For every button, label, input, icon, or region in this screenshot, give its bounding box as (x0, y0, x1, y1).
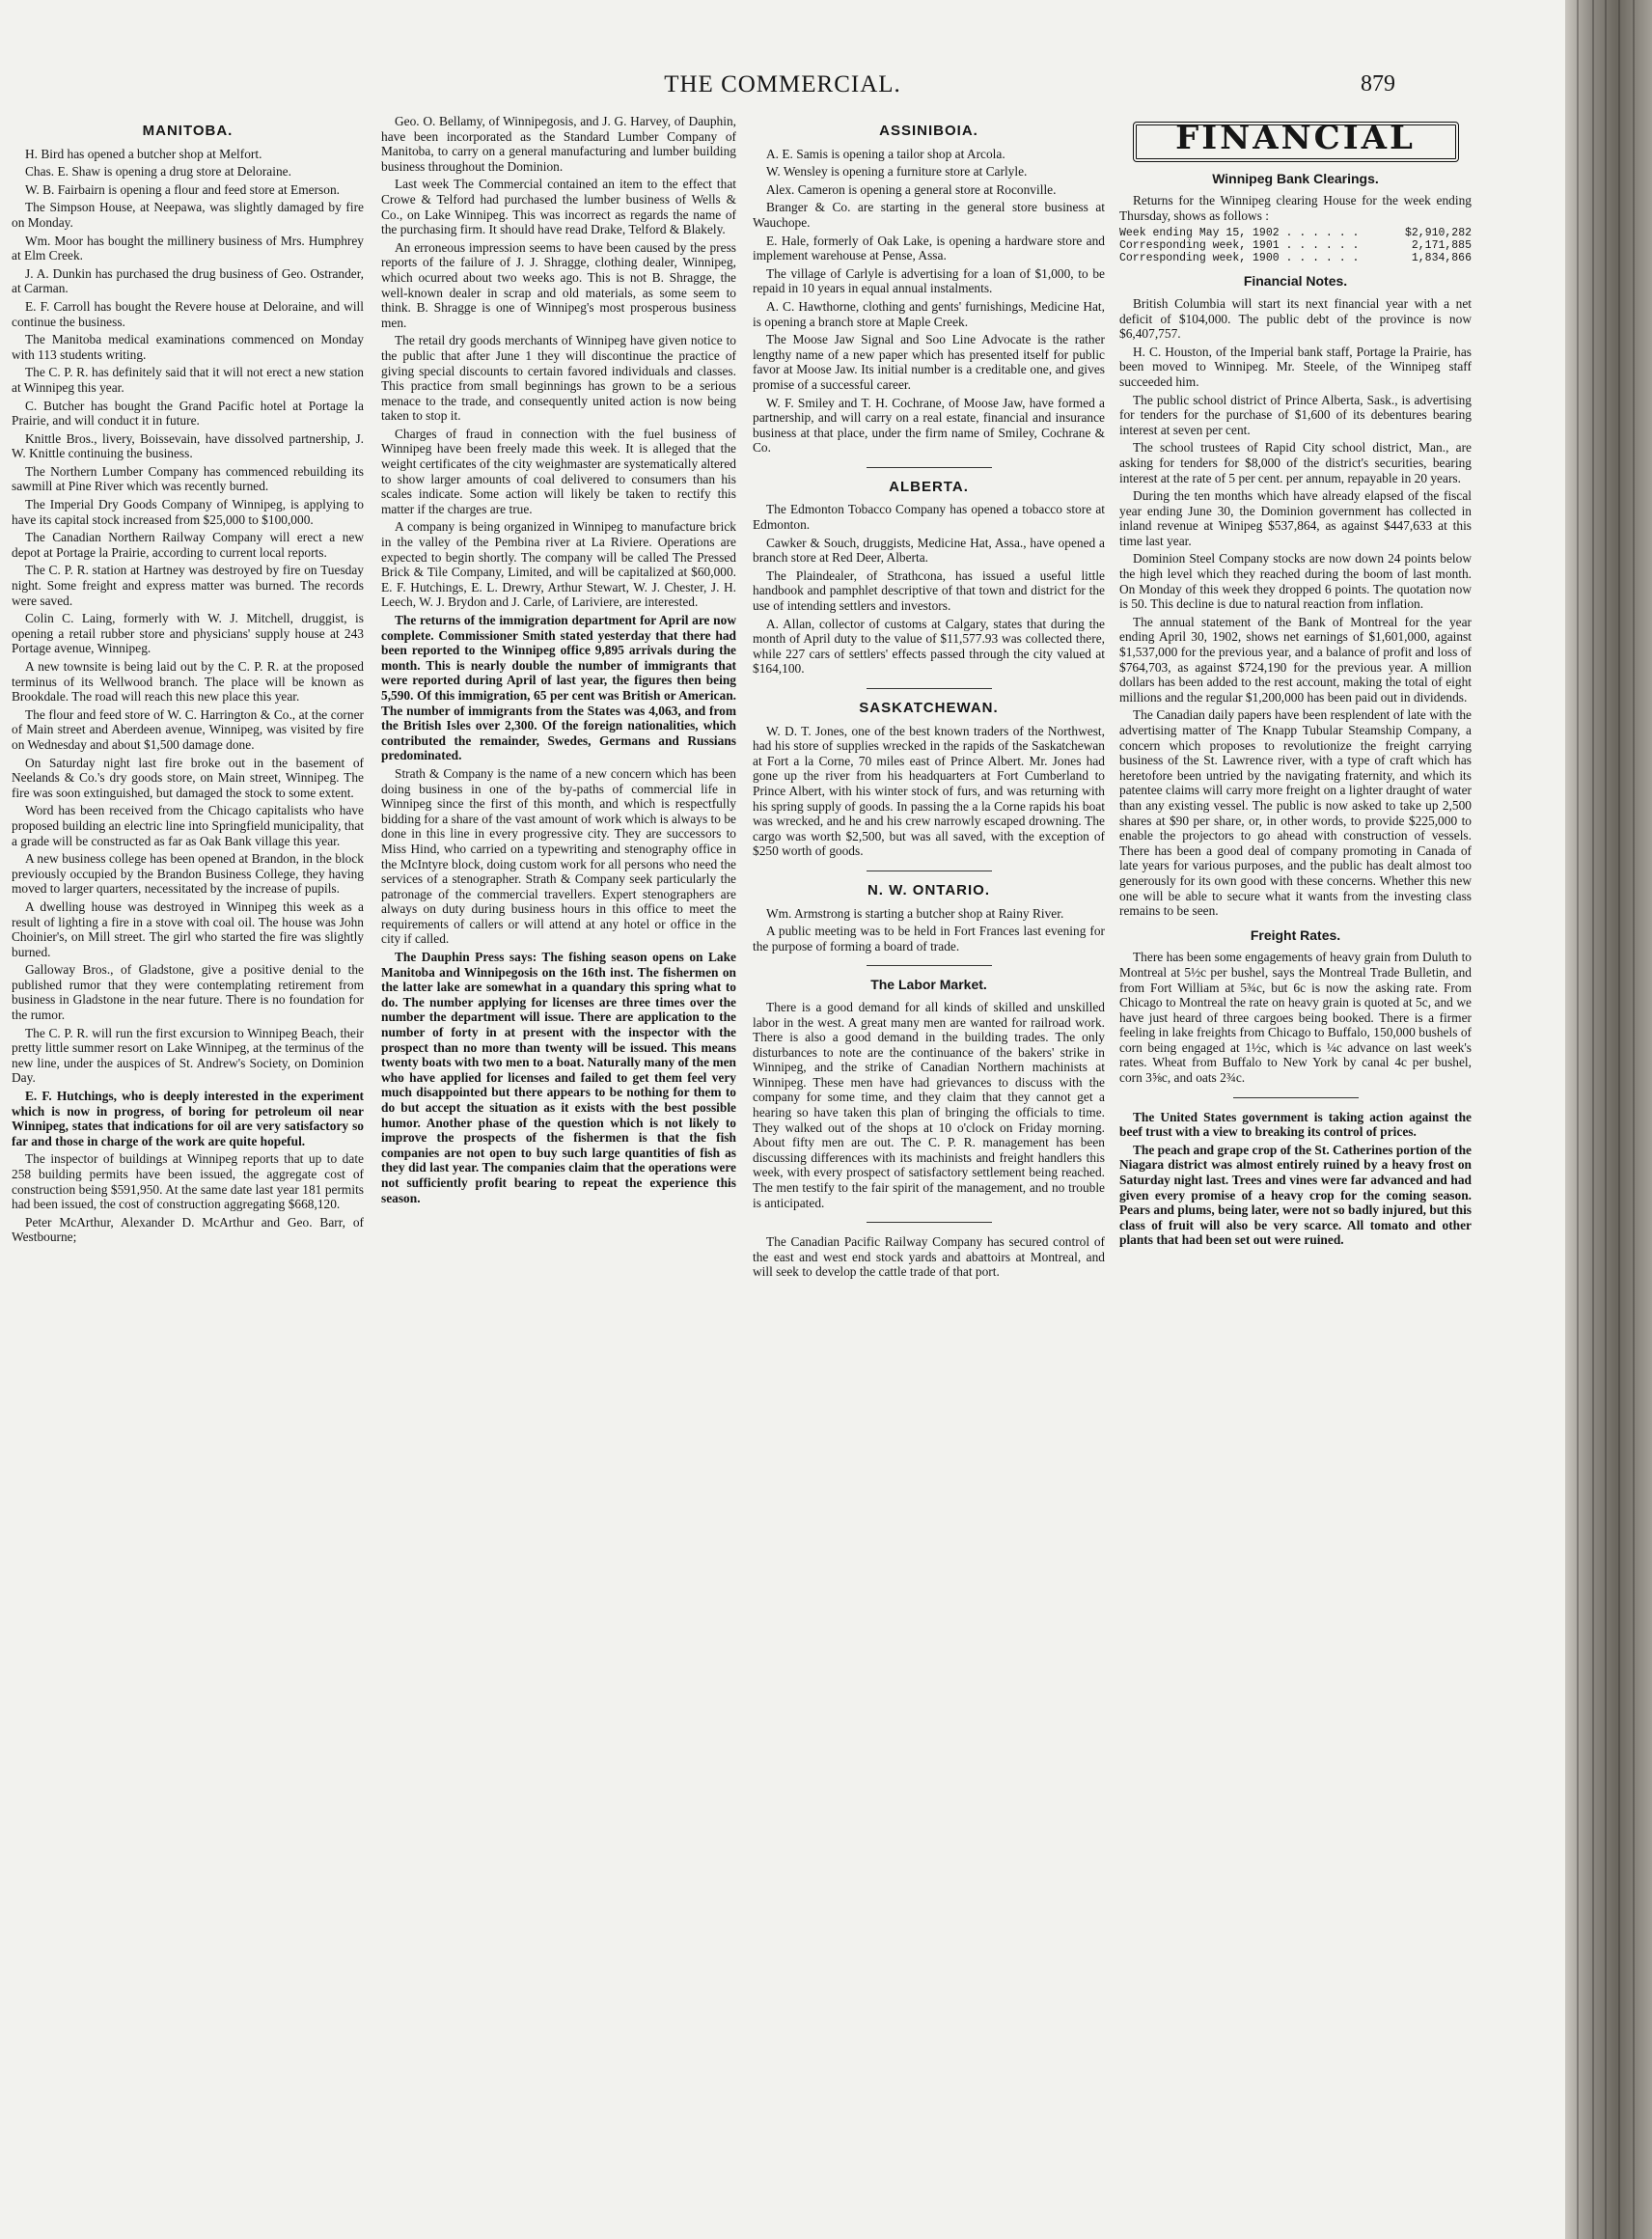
article-paragraph: E. Hale, formerly of Oak Lake, is opening a hardware store and implement warehouse at Pense, Assa. (753, 233, 1105, 263)
article-paragraph: Colin C. Laing, formerly with W. J. Mitchell, druggist, is opening a retail rubber store and physicians' supply house at 243 Portage avenue, Winnipeg. (12, 611, 364, 656)
clearings-label: Week ending May 15, 1902 . . . . . . (1119, 227, 1360, 240)
clearings-table (1119, 227, 1472, 264)
manitoba-paragraphs (12, 147, 364, 1245)
article-paragraph: The C. P. R. has definitely said that it will not erect a new station at Winnipeg this year. (12, 365, 364, 395)
article-paragraph: C. Butcher has bought the Grand Pacific hotel at Portage la Prairie, and will conduct it in future. (12, 398, 364, 428)
clearings-intro: Returns for the Winnipeg clearing House for the week ending Thursday, shows as follows : (1119, 193, 1472, 223)
article-paragraph: W. Wensley is opening a furniture store at Carlyle. (766, 164, 1028, 180)
article-paragraph: E. F. Hutchings, who is deeply interested in the experiment which is now in progress, of boring for petroleum oil near Winnipeg, states that indications for oil are very satisfactory so far and those in charge of the work are quite hopeful. (12, 1089, 364, 1148)
article-paragraph: A. Allan, collector of customs at Calgary, states that during the month of April duty to the value of $11,577.93 was collected there, while 227 cars of settlers' effects passed through the city valued at $164,100. (753, 616, 1105, 677)
clearings-amount: 1,834,866 (1411, 252, 1472, 265)
article-paragraph: The Northern Lumber Company has commenced rebuilding its sawmill at Pine River which was recently burned. (12, 463, 364, 494)
clearings-amount: 2,171,885 (1411, 239, 1472, 253)
section-heading-manitoba: MANITOBA. (142, 123, 234, 139)
financial-banner (1133, 119, 1459, 162)
column-two-paragraphs (381, 114, 736, 1205)
article-paragraph: W. D. T. Jones, one of the best known traders of the Northwest, had his store of supplies wrecked in the rapids of the Saskatchewan at Fort a la Corne, 70 miles east of Prince Albert. Mr. Jones had gone up the river from his headquarters at Fort Cumberland to Prince Albert, with his winter stock of furs, and was returning with his spring supply of goods. In passing the a la Corne rapids his boat was wrecked, and he and his crew narrowly escaped drowning. The cargo was worth $2,500, but was all saved, with the exception of $250 worth of goods. (753, 723, 1105, 859)
financial-notes (1119, 296, 1472, 919)
article-paragraph: A. E. Samis is opening a tailor shop at Arcola. (766, 146, 1005, 161)
article-paragraph: The Simpson House, at Neepawa, was slightly damaged by fire on Monday. (12, 200, 364, 230)
province-sections (753, 124, 1105, 1280)
article-paragraph: Peter McArthur, Alexander D. McArthur and Geo. Barr, of Westbourne; (12, 1214, 364, 1245)
article-paragraph: The Plaindealer, of Strathcona, has issued a useful little handbook and pamphlet descriptive of that town and district for the use of intending settlers and investors. (753, 567, 1105, 614)
article-paragraph: On Saturday night last fire broke out in the basement of Neelands & Co.'s dry goods store, on Main street, Winnipeg. The fire was soon extinguished, but damaged the stock to some extent. (12, 755, 364, 800)
article-paragraph: The United States government is taking action against the beef trust with a view to breaking its control of prices. (1119, 1109, 1472, 1140)
clearings-row (1119, 227, 1472, 239)
section-heading: ALBERTA. (889, 478, 969, 495)
article-paragraph: Strath & Company is the name of a new concern which has been doing business in one of the by-paths of commercial life in Winnipeg since the first of this month, and which is respectfully bidding for a share of the vast amount of work which is always to be done in this line in every progressive city. They are successors to Miss Hind, who carried on a typewriting and stenography office in the McIntyre block, doing custom work for all persons who need the services of a stenographer. Strath & Company seek particularly the patronage of the commercial travellers. Expert stenographers are always on duty during business hours in this office to meet the requirements of callers or will attend at any hotel or office in the city if called. (381, 765, 736, 947)
article-paragraph: The Canadian Northern Railway Company will erect a new depot at Portage la Prairie, according to current local reports. (12, 530, 364, 560)
clearings-label: Corresponding week, 1900 . . . . . . (1119, 252, 1360, 265)
article-paragraph: The Canadian Pacific Railway Company has secured control of the east and west end stock yards and abattoirs at Montreal, and will seek to develop the cattle trade of that port. (753, 1234, 1105, 1280)
article-paragraph: A public meeting was to be held in Fort Frances last evening for the purpose of forming a board of trade. (753, 924, 1105, 954)
clearings-row (1119, 239, 1472, 252)
page-number: 879 (1361, 71, 1395, 97)
article-paragraph: Charges of fraud in connection with the fuel business of Winnipeg have been freely made this week. It is alleged that the weight certificates of the city weighmaster are systematically altered to show larger amounts of coal delivered to consumers than his scales indicate. Some action will likely be taken to rectify this matter if the charges are true. (381, 426, 736, 516)
article-paragraph: During the ten months which have already elapsed of the fiscal year ending June 30, the Dominion government has collected in inland revenue at Winipeg $537,864, as against $447,633 at this time last year. (1119, 488, 1472, 548)
column-two (381, 114, 736, 2223)
article-paragraph: The returns of the immigration department for April are now complete. Commissioner Smith stated yesterday that there had been reported to the Winnipeg office 9,895 arrivals during the month. This is nearly double the number of immigrants that were reported during April of last year, the figures then being 5,590. Of this immigration, 65 per cent was British or American. The number of immigrants from the States was 4,063, and from the British Isles over 2,300. Of the foreign nationalities, which contributed the remainder, Swedes, Germans and Russians predominated. (381, 613, 736, 763)
freight-rates-heading: Freight Rates. (1250, 926, 1341, 943)
article-paragraph: The Edmonton Tobacco Company has opened a tobacco store at Edmonton. (753, 502, 1105, 533)
article-paragraph: There has been some engagements of heavy grain from Duluth to Montreal at 5½c per bushel, says the Montreal Trade Bulletin, and from Fort William at 5¾c, but 6c is now the asking rate. From Chicago to Montreal the rate on heavy grain is quoted at 5c, and we have just heard of three cargoes being booked. There is a firmer feeling in lake freights from Chicago to Buffalo, 150,000 bushels of corn being engaged at 1½c, which is ¼c advance on last week's rates. Wheat from Buffalo to New York by canal 4c per bushel, corn 3⅝c, and oats 2¾c. (1119, 950, 1472, 1086)
column-provinces (753, 114, 1105, 2223)
article-paragraph: Wm. Moor has bought the millinery business of Mrs. Humphrey at Elm Creek. (12, 233, 364, 263)
section-divider (867, 1222, 992, 1223)
article-paragraph: The school trustees of Rapid City school district, Man., are asking for tenders for $8,000 of the district's securities, bearing interest at the rate of 5 per cent. per annum, repayable in 20 years. (1119, 440, 1472, 485)
financial-banner-text: FINANCIAL (1175, 119, 1416, 157)
clearings-amount: $2,910,282 (1404, 227, 1472, 240)
clearings-label: Corresponding week, 1901 . . . . . . (1119, 239, 1360, 253)
article-paragraph: Geo. O. Bellamy, of Winnipegosis, and J. G. Harvey, of Dauphin, have been incorporated as the Standard Lumber Company of Manitoba, to carry on a general manufacturing and lumber building business throughout the Dominion. (381, 114, 736, 174)
column-manitoba (12, 114, 364, 2223)
article-paragraph: Last week The Commercial contained an item to the effect that Crowe & Telford had purchased the lumber business of Wells & Co., on Lake Winnipeg. This was incorrect as regards the name of the purchasing firm. It should have read Drake, Telford & Blakely. (381, 177, 736, 237)
closing-items (1119, 1110, 1472, 1248)
section-heading: N. W. ONTARIO. (867, 881, 991, 898)
article-paragraph: W. F. Smiley and T. H. Cochrane, of Moose Jaw, have formed a partnership, and will carry on a real estate, financial and insurance business at that place, under the firm name of Smiley, Cochrane & Co. (753, 395, 1105, 456)
section-heading: ASSINIBOIA. (879, 123, 978, 139)
article-paragraph: A dwelling house was destroyed in Winnipeg this week as a result of lighting a fire in a stove with coal oil. The house was John Choinier's, on Mill street. The girl who started the fire was slightly burned. (12, 898, 364, 959)
article-paragraph: The C. P. R. will run the first excursion to Winnipeg Beach, their pretty little summer resort on Lake Winnipeg, at the terminus of the new line, under the auspices of St. Andrew's Society, on Dominion Day. (12, 1025, 364, 1086)
section-heading: The Labor Market. (870, 977, 987, 993)
article-paragraph: The Imperial Dry Goods Company of Winnipeg, is applying to have its capital stock increased from $25,000 to $100,000. (12, 497, 364, 527)
article-paragraph: The Manitoba medical examinations commenced on Monday with 113 students writing. (12, 332, 364, 362)
section-heading: SASKATCHEWAN. (859, 700, 999, 716)
article-paragraph: Alex. Cameron is opening a general store at Roconville. (766, 181, 1057, 197)
financial-notes-heading: Financial Notes. (1243, 273, 1348, 290)
article-paragraph: The Moose Jaw Signal and Soo Line Advocate is the rather lengthy name of a new paper which has presented itself for public favor at Moose Jaw. Its initial number is a creditable one, and gives promise of a successful career. (753, 332, 1105, 392)
article-paragraph: Galloway Bros., of Gladstone, give a positive denial to the published rumor that they were contemplating retirement from business in Gladstone in the near future. There is no foundation for the rumor. (12, 962, 364, 1023)
clearings-row (1119, 252, 1472, 264)
article-paragraph: The village of Carlyle is advertising for a loan of $1,000, to be repaid in 10 years in equal annual instalments. (753, 265, 1105, 296)
article-paragraph: Knittle Bros., livery, Boissevain, have dissolved partnership, J. W. Knittle continuing the business. (12, 430, 364, 461)
article-paragraph: The peach and grape crop of the St. Catherines portion of the Niagara district was almost entirely ruined by a heavy frost on Saturday night last. Trees and vines were far advanced and had given every promise of a heavy crop for the coming season. Pears and plums, being later, were not so badly injured, but this class of fruit will also be very scarce. All tomato and other plants that had been set out were ruined. (1119, 1142, 1472, 1248)
article-paragraph: A company is being organized in Winnipeg to manufacture brick in the valley of the Pembina river at La Riviere. Operations are expected to begin shortly. The company will be called The Pressed Brick & Tile Company, Limited, and will be capitalized at $60,000. E. F. Hutchings, E. L. Drewry, Arthur Stewart, W. J. Chester, J. H. Leech, W. J. Brydon and J. Carle, of Lariviere, are interested. (381, 519, 736, 610)
freight-rates (1119, 950, 1472, 1085)
article-paragraph: The flour and feed store of W. C. Harrington & Co., at the corner of Main street and Aberdeen avenue, Winnipeg, was visited by fire on Wednesday and about $1,500 damage done. (12, 706, 364, 752)
article-paragraph: Cawker & Souch, druggists, Medicine Hat, Assa., have opened a branch store at Red Deer, Alberta. (753, 535, 1105, 566)
article-paragraph: Wm. Armstrong is starting a butcher shop at Rainy River. (766, 905, 1064, 921)
article-paragraph: E. F. Carroll has bought the Revere house at Deloraine, and will continue the business. (12, 298, 364, 329)
article-paragraph: W. B. Fairbairn is opening a flour and feed store at Emerson. (25, 181, 341, 197)
column-financial (1119, 114, 1472, 2223)
article-paragraph: Branger & Co. are starting in the general store business at Wauchope. (753, 200, 1105, 230)
article-paragraph: The C. P. R. station at Hartney was destroyed by fire on Tuesday night. Some freight and express matter was burned. The records were saved. (12, 563, 364, 608)
article-paragraph: J. A. Dunkin has purchased the drug business of Geo. Ostrander, at Carman. (12, 265, 364, 296)
divider (1233, 1097, 1359, 1098)
article-paragraph: The annual statement of the Bank of Montreal for the year ending April 30, 1902, shows net earnings of $1,601,000, against $1,537,000 for the previous year, and a balance of profit and loss of $764,703, as against $724,190 for the previous year. A million dollars has been added to the rest account, making the total of eight millions and the regular $1,200,000 has been paid out in dividends. (1119, 614, 1472, 705)
article-paragraph: The Canadian daily papers have been resplendent of late with the advertising matter of The Knapp Tubular Steamship Company, a concern which proposes to revolutionize the freight carrying business of the St. Lawrence river, with a type of craft which has heretofore been untried by the navigating fraternity, and which its patentee claims will carry more freight on a lighter draught of water than any existing vessel. The public is now asked to take up 2,500 shares at $90 per share, or, in other words, to provide $225,000 to enable the projectors to go ahead with construction of vessels. There has been a good deal of company promoting in Canada of late years for various purposes, and the public has dealt almost too generously for its own good with these concerns. Whether this new one will be able to secure what it wants from the investing class remains to be seen. (1119, 707, 1472, 919)
article-paragraph: H. Bird has opened a butcher shop at Melfort. (25, 146, 262, 161)
section-divider (867, 688, 992, 689)
page-binding-edge (1565, 0, 1652, 2239)
article-paragraph: A new townsite is being laid out by the C. P. R. at the proposed terminus of its Wellwood branch. The place will be known as Brookdale. The road will reach this new place this year. (12, 659, 364, 705)
article-paragraph: Word has been received from the Chicago capitalists who have proposed building an electric line into Springfield municipality, that a grade will be constructed as far as Oak Bank village this year. (12, 803, 364, 848)
running-title: THE COMMERCIAL. (664, 71, 901, 97)
article-paragraph: An erroneous impression seems to have been caused by the press reports of the failure of J. J. Shragge, clothing dealer, Winnipeg, which ocurred about two weeks ago. This is not B. Shragge, the well-known dealer in scrap and old materials, as some seem to think. B. Shragge is one of Winnipeg's most prosperous business men. (381, 239, 736, 330)
article-paragraph: The inspector of buildings at Winnipeg reports that up to date 258 building permits have been issued, the aggregate cost of construction being $591,950. At the same date last year 181 permits had been issued, the cost of construction aggregating $668,120. (12, 1151, 364, 1212)
article-paragraph: British Columbia will start its next financial year with a net deficit of $104,000. The public debt of the province is now $6,407,757. (1119, 295, 1472, 342)
article-paragraph: The retail dry goods merchants of Winnipeg have given notice to the public that after June 1 they will discontinue the practice of giving special discounts to certain favored individuals and classes. This practice from small beginnings has grown to be a serious menace to the trade, and consequently united action is now being taken to stop it. (381, 333, 736, 424)
clearings-heading: Winnipeg Bank Clearings. (1212, 170, 1379, 186)
section-divider (867, 965, 992, 966)
article-paragraph: There is a good demand for all kinds of skilled and unskilled labor in the west. A great many men are wanted for railroad work. There is also a good demand in the building trades. The only disturbances to note are the continuance of the bakers' strike in Winnipeg, and the strike of Canadian Northern machinists at Winnipeg. These men have had grievances to discuss with the company for some time, and they claim that they cannot get a hearing so have taken this plan of bringing the officials to time. They walked out of the shops at 10 o'clock on Friday morning. About fifty men are out. The C. P. R. management has been discussing differences with its machinists and freight handlers this week, with every prospect of satisfactory settlement being reached. The men testify to the fair spirit of the management, and no trouble is anticipated. (753, 999, 1105, 1210)
article-paragraph: The Dauphin Press says: The fishing season opens on Lake Manitoba and Winnipegosis on the 16th inst. The fishermen on the latter lake are somewhat in a quandary this spring what to do. The number applying for licenses are three times over the number the department will issue. There are application to the number of forty in at present with the inspector with the prospect than no more than twenty will be issued. This means twenty boats with two men to a boat. Naturally many of the men who have applied for licenses and failed to get them feel very much disappointed but there appears to be nothing for them to do but accept the situation as it exists with the best possible humor. Another phase of the question which is not likely to improve the prospects of the fishermen is that the fish companies are not open to buy such large quantities of fish as they did last year. The companies claim that the operations were not sufficiently profit bearing to repeat the experience this season. (381, 950, 736, 1205)
article-paragraph: A new business college has been opened at Brandon, in the block previously occupied by the Brandon Business College, they having moved to larger quarters, necessitated by the increase of pupils. (12, 851, 364, 897)
article-paragraph: Chas. E. Shaw is opening a drug store at Deloraine. (25, 164, 291, 180)
section-divider (867, 467, 992, 468)
article-paragraph: Dominion Steel Company stocks are now down 24 points below the high level which they reached during the boom of last month. On Monday of this week they dropped 6 points. The quotation now is 50. This decline is due to natural reaction from inflation. (1119, 551, 1472, 612)
article-paragraph: H. C. Houston, of the Imperial bank staff, Portage la Prairie, has been moved to Winnipeg. Mr. Steele, of the Winnipeg staff succeeded him. (1119, 344, 1472, 389)
article-paragraph: The public school district of Prince Alberta, Sask., is advertising for tenders for the purchase of $1,600 of its debentures bearing interest at seven per cent. (1119, 392, 1472, 437)
article-paragraph: A. C. Hawthorne, clothing and gents' furnishings, Medicine Hat, is opening a branch store at Maple Creek. (753, 298, 1105, 329)
